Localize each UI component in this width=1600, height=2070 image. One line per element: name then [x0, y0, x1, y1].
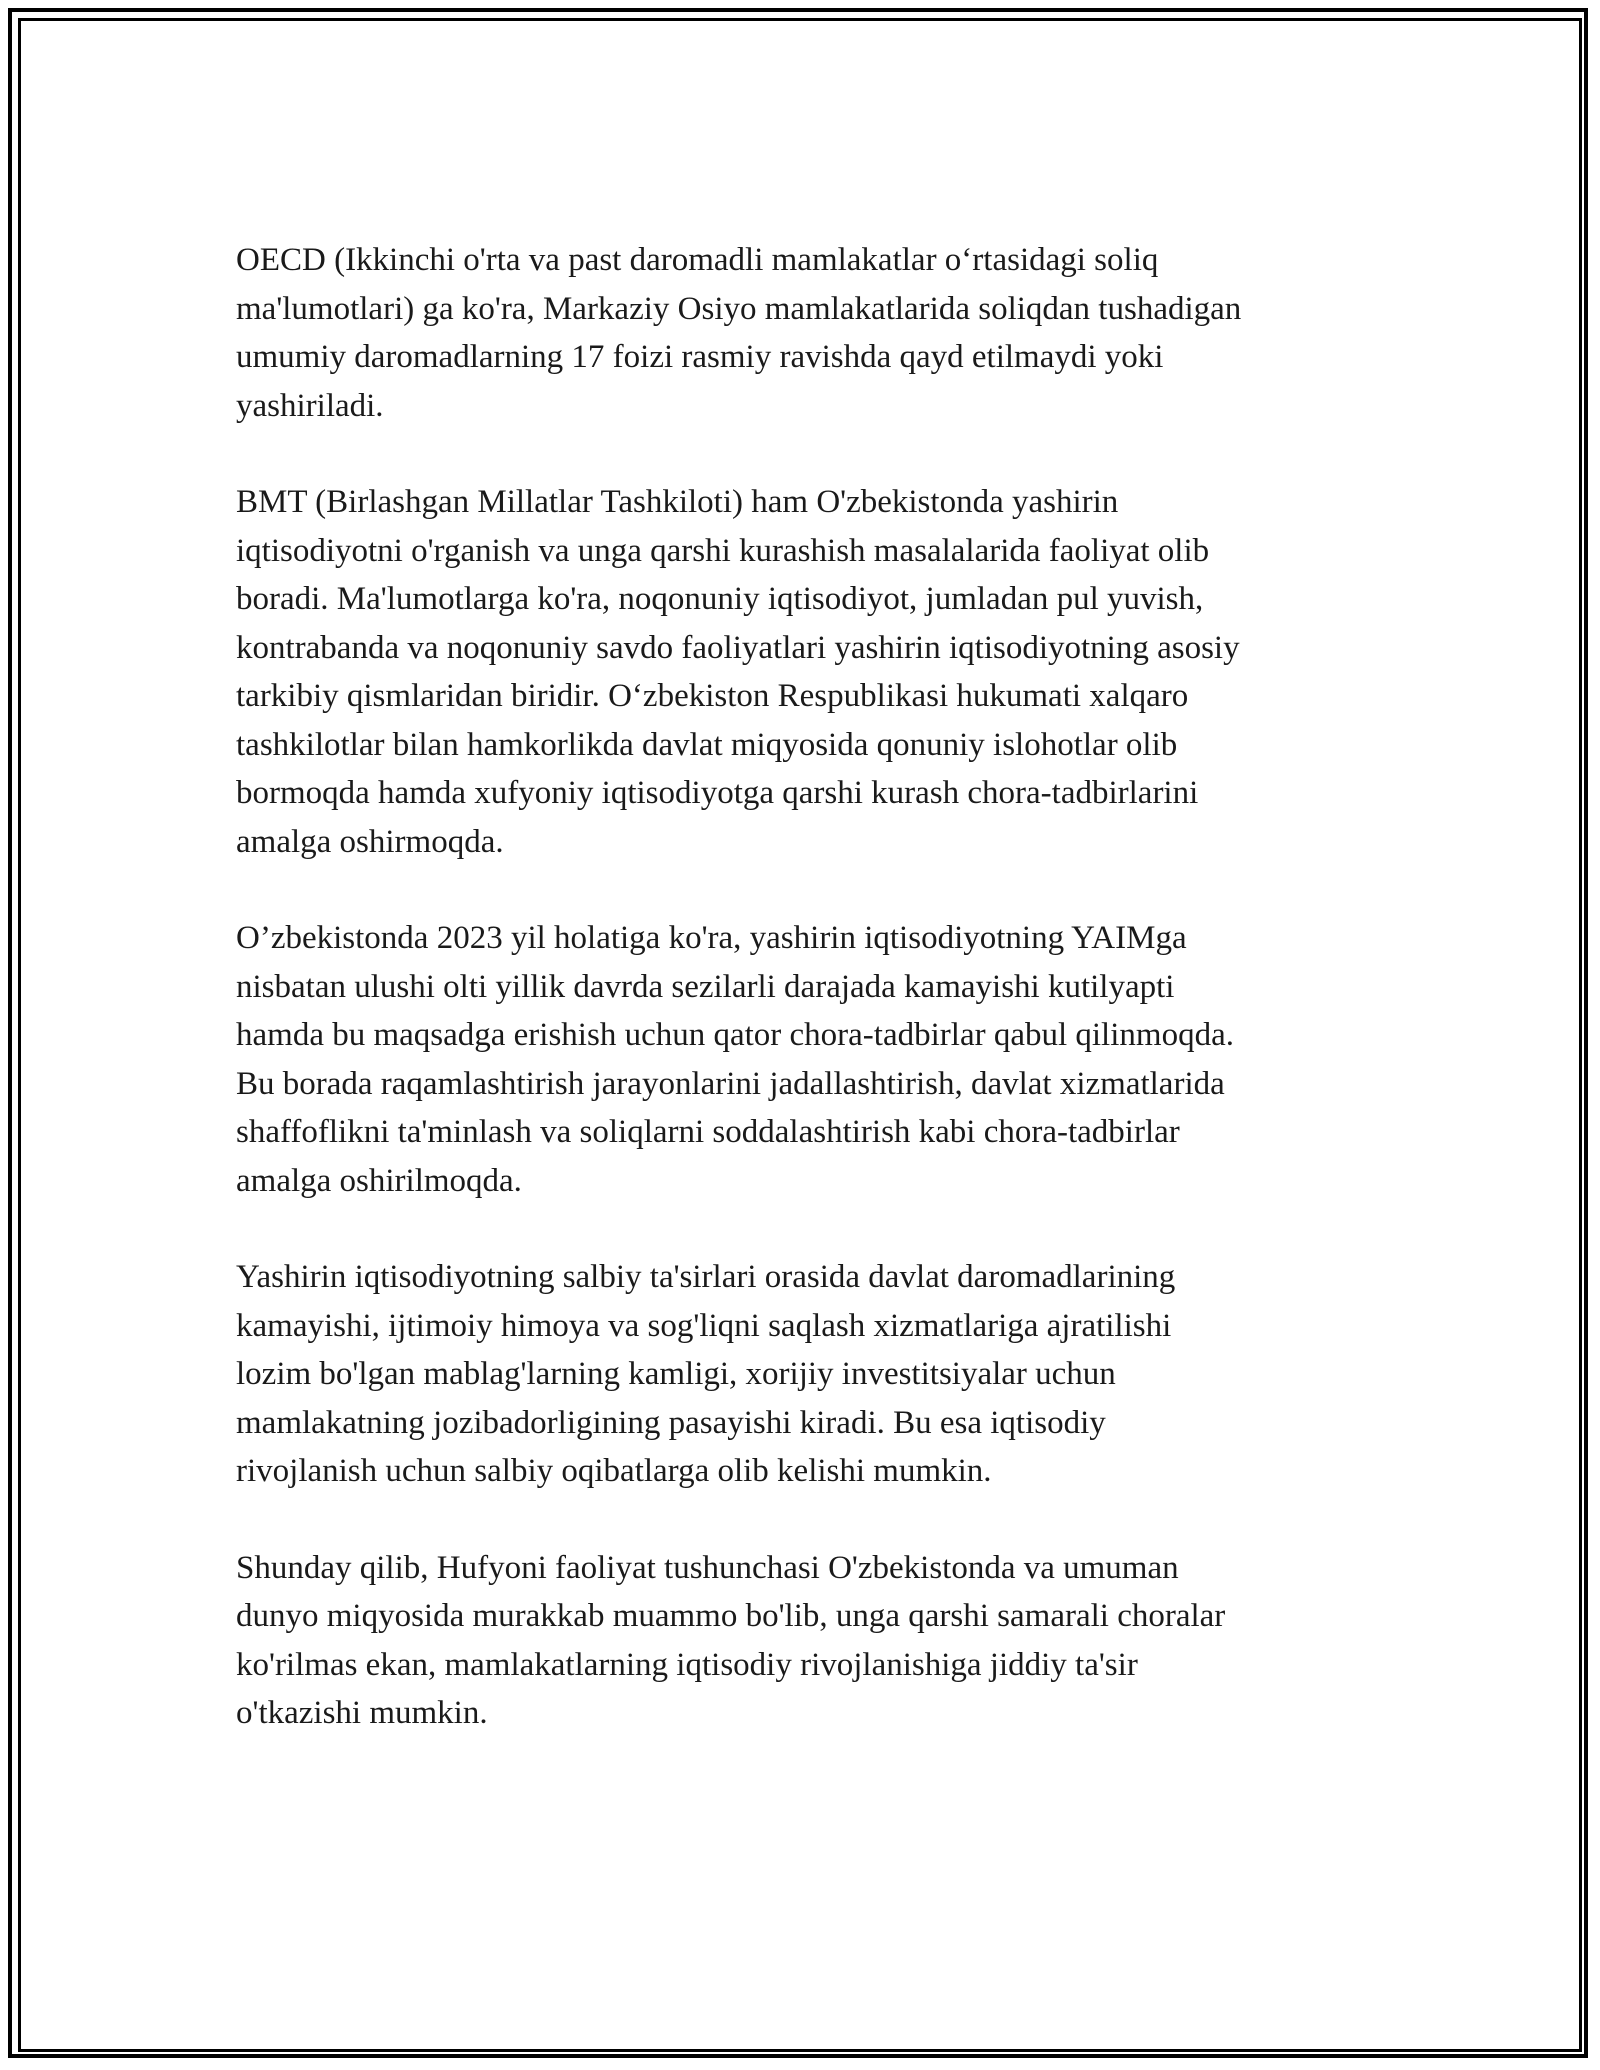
paragraph-uzbekistan-2023: O’zbekistonda 2023 yil holatiga ko'ra, yashirin iqtisodiyotning YAIMga nisbatan ulushi olti yillik davrda sezilarli darajada kamayishi kutilyapti hamda bu maqsadga erishish uchun qator chora-tadbirlar qabul qilinmoqda. Bu borada raqamlashtirish jarayonlarini jadallashtirish, davlat xizmatlarida shaffoflikni ta'minlash va soliqlarni soddalashtirish kabi chora-tadbirlar amalga oshirilmoqda.: [236, 920, 1234, 1199]
document-body: [236, 236, 1366, 1786]
paragraph-negative-effects: Yashirin iqtisodiyotning salbiy ta'sirlari orasida davlat daromadlarining kamayishi, ijtimoiy himoya va sog'liqni saqlash xizmatlariga ajratilishi lozim bo'lgan mablag'larning kamligi, xorijiy investitsiyalar uchun mamlakatning jozibadorligining pasayishi kiradi. Bu esa iqtisodiy rivojlanish uchun salbiy oqibatlarga olib kelishi mumkin.: [236, 1259, 1176, 1489]
paragraph-bmt: BMT (Birlashgan Millatlar Tashkiloti) ham O'zbekistonda yashirin iqtisodiyotni o'rganish va unga qarshi kurashish masalalarida faoliyat olib boradi. Ma'lumotlarga ko'ra, noqonuniy iqtisodiyot, jumladan pul yuvish, kontrabanda va noqonuniy savdo faoliyatlari yashirin iqtisodiyotning asosiy tarkibiy qismlaridan biridir. O‘zbekiston Respublikasi hukumati xalqaro tashkilotlar bilan hamkorlikda davlat miqyosida qonuniy islohotlar olib bormoqda hamda xufyoniy iqtisodiyotga qarshi kurash chora-tadbirlarini amalga oshirmoqda.: [236, 484, 1240, 860]
paragraph-conclusion: Shunday qilib, Hufyoni faoliyat tushunchasi O'zbekistonda va umuman dunyo miqyosida murakkab muammo bo'lib, unga qarshi samarali choralar ko'rilmas ekan, mamlakatlarning iqtisodiy rivojlanishiga jiddiy ta'sir o'tkazishi mumkin.: [236, 1549, 1226, 1731]
paragraph-oecd: OECD (Ikkinchi o'rta va past daromadli mamlakatlar o‘rtasidagi soliq ma'lumotlari) ga ko'ra, Markaziy Osiyo mamlakatlarida soliqdan tushadigan umumiy daromadlarning 17 foizi rasmiy ravishda qayd etilmaydi yoki yashiriladi.: [236, 242, 1242, 424]
